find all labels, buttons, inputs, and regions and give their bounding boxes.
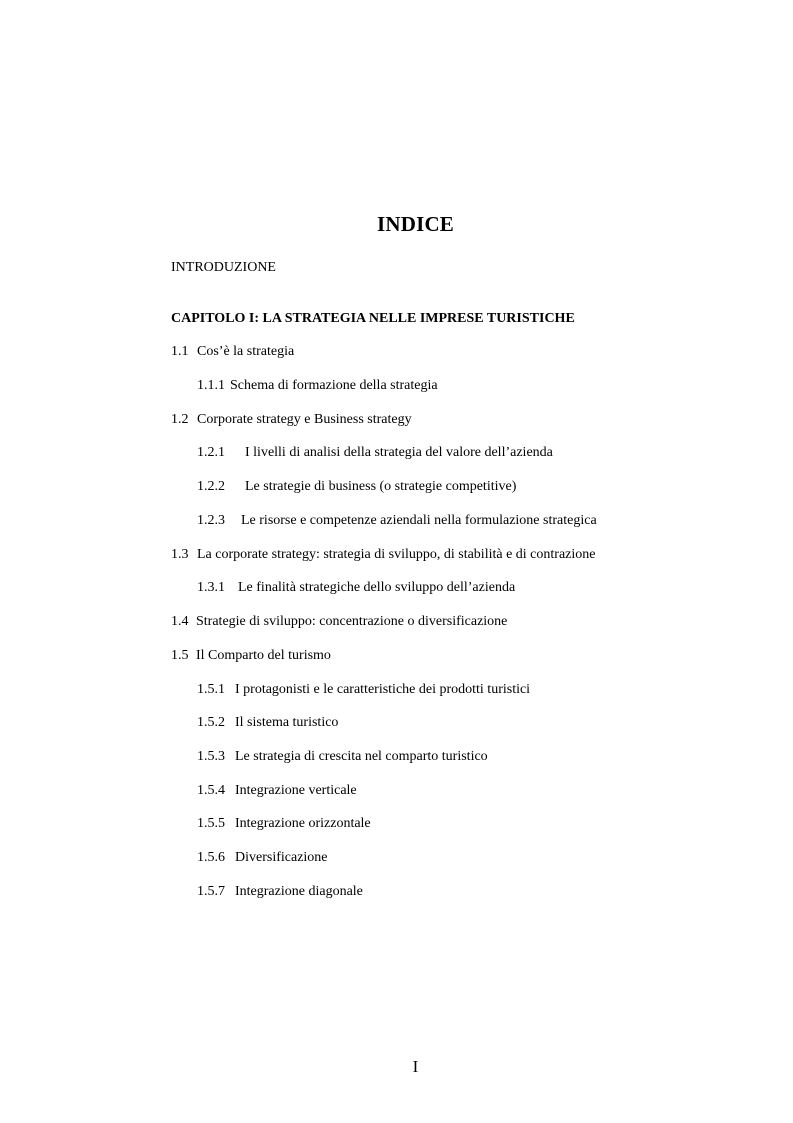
- toc-entry-1-1: [171, 343, 294, 361]
- toc-entry-text: Le finalità strategiche dello sviluppo dell’azienda: [238, 580, 516, 595]
- toc-entry-text: Schema di formazione della strategia: [230, 378, 438, 393]
- toc-entry-text: Integrazione diagonale: [235, 884, 363, 899]
- toc-entry-number: 1.1.1: [197, 378, 225, 393]
- toc-entry-number: 1.5: [171, 648, 189, 663]
- toc-entry-text: Le risorse e competenze aziendali nella formulazione strategica: [241, 513, 597, 528]
- toc-entry-number: 1.3: [171, 547, 189, 562]
- toc-entry-number: 1.5.2: [197, 715, 225, 730]
- toc-entry-number: 1.5.3: [197, 749, 225, 764]
- toc-entry-text: Diversificazione: [235, 850, 328, 865]
- toc-entry-text: Strategie di sviluppo: concentrazione o diversificazione: [196, 614, 508, 629]
- toc-entry-text: Le strategia di crescita nel comparto turistico: [235, 749, 488, 764]
- toc-entry-number: 1.3.1: [197, 580, 225, 595]
- toc-entry-number: 1.5.1: [197, 682, 225, 697]
- toc-entry-1-2-3: [197, 512, 597, 530]
- toc-entry-1-2: [171, 411, 412, 429]
- page-number: I: [412, 1057, 419, 1076]
- page-title: INDICE: [376, 212, 455, 236]
- toc-entry-1-5-6: [197, 849, 328, 867]
- toc-entry-1-2-1: [197, 444, 553, 462]
- toc-entry-1-5-7: [197, 883, 363, 901]
- toc-entry-1-1-1: [197, 377, 438, 395]
- toc-entry-number: 1.2: [171, 412, 189, 427]
- toc-entry-number: 1.1: [171, 344, 189, 359]
- toc-entry-number: 1.5.7: [197, 884, 225, 899]
- toc-entry-number: 1.5.5: [197, 816, 225, 831]
- toc-entry-text: Il sistema turistico: [235, 715, 339, 730]
- toc-entry-1-5-5: [197, 815, 371, 833]
- toc-entry-text: I protagonisti e le caratteristiche dei prodotti turistici: [235, 682, 531, 697]
- toc-entry-text: I livelli di analisi della strategia del valore dell’azienda: [245, 445, 553, 460]
- toc-entry-text: La corporate strategy: strategia di sviluppo, di stabilità e di contrazione: [197, 547, 596, 562]
- toc-entry-1-5-1: [197, 681, 530, 699]
- toc-entry-number: 1.5.4: [197, 783, 225, 798]
- toc-entry-1-2-2: [197, 478, 516, 496]
- toc-entry-number: 1.5.6: [197, 850, 225, 865]
- toc-entry-number: 1.2.3: [197, 513, 225, 528]
- toc-entry-number: 1.4: [171, 614, 189, 629]
- toc-entry-1-5: [171, 647, 331, 665]
- toc-entry-1-5-3: [197, 748, 488, 766]
- toc-chapter-1: CAPITOLO I: LA STRATEGIA NELLE IMPRESE TURISTICHE: [171, 311, 575, 326]
- toc-entry-number: 1.2.2: [197, 479, 225, 494]
- toc-introduction: INTRODUZIONE: [171, 260, 276, 275]
- toc-entry-1-5-4: [197, 782, 357, 800]
- toc-entry-1-3-1: [197, 579, 515, 597]
- toc-entry-text: Le strategie di business (o strategie competitive): [245, 479, 517, 494]
- toc-entry-text: Cos’è la strategia: [197, 344, 295, 359]
- toc-entry-number: 1.2.1: [197, 445, 225, 460]
- toc-entry-1-4: [171, 613, 507, 631]
- toc-entry-text: Integrazione orizzontale: [235, 816, 371, 831]
- toc-entry-text: Il Comparto del turismo: [196, 648, 331, 663]
- toc-entry-text: Corporate strategy e Business strategy: [197, 412, 412, 427]
- toc-entry-1-5-2: [197, 714, 338, 732]
- toc-entry-text: Integrazione verticale: [235, 783, 357, 798]
- toc-entry-1-3: [171, 546, 595, 564]
